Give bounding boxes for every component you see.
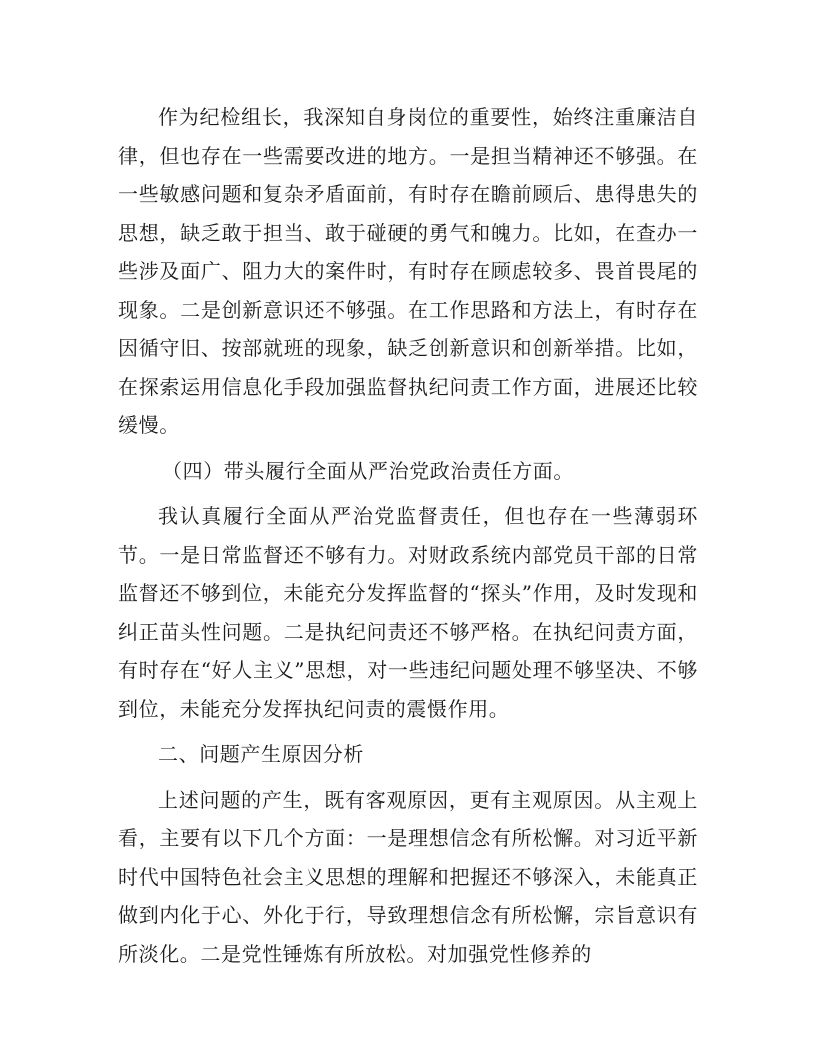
section-subheading-four: （四）带头履行全面从严治党政治责任方面。	[162, 458, 574, 483]
section-heading-two: 二、问题产生原因分析	[158, 742, 364, 766]
paragraph-causes: 上述问题的产生，既有客观原因，更有主观原因。从主观上看，主要有以下几个方面：一是理想信念有所松懈。对习近平新时代中国特色社会主义思想的理解和把握还不够深入，未能真正做到内化于心、外化于行，导致理想信念有所松懈，宗旨意识有所淡化。二是党性锤炼有所放松。对加强党性修养的	[118, 787, 698, 966]
document-body	[118, 98, 698, 980]
paragraph-responsibility: 作为纪检组长，我深知自身岗位的重要性，始终注重廉洁自律，但也存在一些需要改进的地方。一是担当精神还不够强。在一些敏感问题和复杂矛盾面前，有时存在瞻前顾后、患得患失的思想，缺乏敢于担当、敢于碰硬的勇气和魄力。比如，在查办一些涉及面广、阻力大的案件时，有时存在顾虑较多、畏首畏尾的现象。二是创新意识还不够强。在工作思路和方法上，有时存在因循守旧、按部就班的现象，缺乏创新意识和创新举措。比如，在探索运用信息化手段加强监督执纪问责工作方面，进展还比较缓慢。	[118, 105, 698, 437]
paragraph-supervision: 我认真履行全面从严治党监督责任，但也存在一些薄弱环节。一是日常监督还不够有力。对财政系统内部党员干部的日常监督还不够到位，未能充分发挥监督的“探头”作用，及时发现和纠正苗头性问题。二是执纪问责还不够严格。在执纪问责方面，有时存在“好人主义”思想，对一些违纪问题处理不够坚决、不够到位，未能充分发挥执纪问责的震慑作用。	[118, 504, 698, 721]
